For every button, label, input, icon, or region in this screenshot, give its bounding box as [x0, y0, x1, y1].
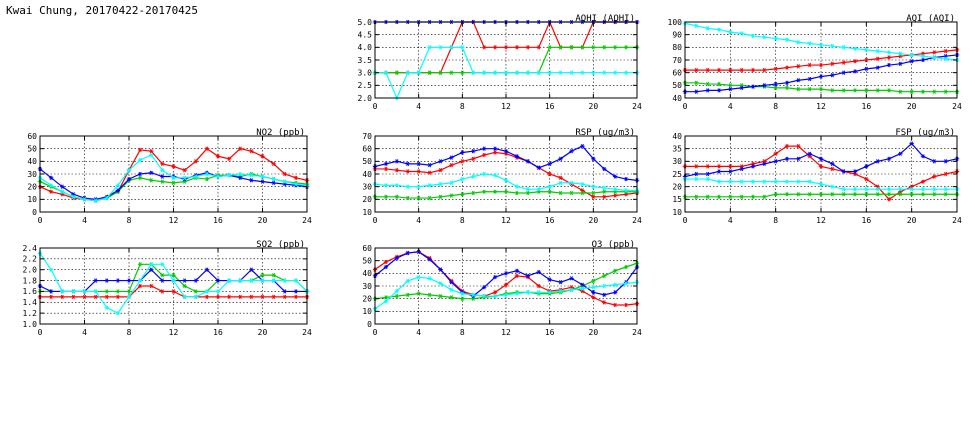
svg-text:0: 0 [682, 102, 688, 111]
svg-text:24: 24 [952, 102, 962, 111]
svg-text:60: 60 [362, 144, 372, 154]
svg-text:24: 24 [302, 328, 312, 337]
svg-text:SO2 (ppb): SO2 (ppb) [256, 240, 305, 250]
svg-text:3.5: 3.5 [357, 55, 372, 65]
svg-text:12: 12 [501, 216, 511, 225]
svg-text:70: 70 [362, 131, 372, 141]
svg-text:24: 24 [302, 216, 312, 225]
chart-panel-so2 [10, 240, 315, 340]
svg-text:AQI (AQI): AQI (AQI) [906, 14, 955, 24]
svg-text:0: 0 [32, 207, 37, 217]
svg-text:4: 4 [82, 328, 87, 337]
svg-text:50: 50 [362, 256, 372, 266]
svg-text:60: 60 [27, 131, 37, 141]
svg-text:RSP (ug/m3): RSP (ug/m3) [575, 128, 635, 138]
svg-text:1.2: 1.2 [22, 308, 37, 318]
svg-text:2.5: 2.5 [357, 81, 372, 91]
svg-text:8: 8 [459, 216, 465, 225]
svg-text:40: 40 [672, 131, 682, 141]
svg-text:10: 10 [672, 207, 682, 217]
svg-text:8: 8 [459, 328, 465, 337]
chart-panel-o3 [345, 240, 645, 340]
svg-text:16: 16 [544, 328, 555, 337]
svg-text:30: 30 [362, 182, 372, 192]
svg-text:24: 24 [632, 216, 642, 225]
svg-text:20: 20 [362, 195, 372, 205]
svg-text:0: 0 [37, 216, 43, 225]
svg-text:4: 4 [416, 216, 422, 225]
svg-text:40: 40 [27, 157, 37, 167]
svg-text:16: 16 [861, 216, 872, 225]
svg-text:1.4: 1.4 [22, 298, 37, 308]
svg-text:8: 8 [126, 216, 132, 225]
svg-text:60: 60 [672, 68, 682, 78]
svg-text:40: 40 [672, 93, 682, 103]
svg-text:1.6: 1.6 [22, 287, 37, 297]
svg-text:16: 16 [861, 102, 872, 111]
svg-text:4: 4 [82, 216, 87, 225]
svg-text:4: 4 [416, 328, 422, 337]
page-title: Kwai Chung, 20170422-20170425 [6, 4, 199, 17]
svg-text:3.0: 3.0 [357, 68, 372, 78]
svg-text:20: 20 [588, 328, 599, 337]
svg-text:12: 12 [816, 216, 826, 225]
chart-panel-no2 [10, 128, 315, 228]
svg-text:5.0: 5.0 [357, 17, 372, 27]
svg-text:20: 20 [27, 182, 37, 192]
svg-text:0: 0 [682, 216, 688, 225]
svg-text:24: 24 [952, 216, 962, 225]
svg-text:20: 20 [257, 328, 268, 337]
svg-text:12: 12 [501, 328, 511, 337]
svg-text:20: 20 [588, 102, 599, 111]
svg-text:8: 8 [126, 328, 132, 337]
svg-text:16: 16 [213, 216, 223, 225]
svg-text:60: 60 [362, 243, 372, 253]
svg-text:50: 50 [362, 157, 372, 167]
svg-text:40: 40 [362, 169, 372, 179]
svg-text:30: 30 [362, 281, 372, 291]
svg-text:12: 12 [816, 102, 826, 111]
svg-text:15: 15 [672, 195, 682, 205]
svg-text:16: 16 [213, 328, 223, 337]
svg-text:16: 16 [544, 102, 555, 111]
svg-text:8: 8 [773, 216, 779, 225]
svg-text:12: 12 [501, 102, 511, 111]
svg-text:2.0: 2.0 [357, 93, 372, 103]
svg-text:2.0: 2.0 [22, 265, 37, 275]
svg-text:35: 35 [672, 144, 682, 154]
svg-text:0: 0 [372, 216, 378, 225]
svg-text:10: 10 [27, 195, 37, 205]
svg-text:20: 20 [257, 216, 268, 225]
svg-text:24: 24 [632, 328, 642, 337]
svg-text:8: 8 [773, 102, 779, 111]
svg-text:30: 30 [672, 157, 682, 167]
svg-text:0: 0 [372, 102, 378, 111]
svg-text:1.8: 1.8 [22, 276, 37, 286]
svg-text:0: 0 [372, 328, 378, 337]
svg-text:50: 50 [27, 144, 37, 154]
svg-text:20: 20 [906, 102, 917, 111]
svg-text:90: 90 [672, 30, 682, 40]
svg-text:10: 10 [362, 307, 372, 317]
svg-text:20: 20 [588, 216, 599, 225]
svg-text:NO2 (ppb): NO2 (ppb) [256, 128, 305, 138]
svg-text:AQHI (AQHI): AQHI (AQHI) [575, 14, 635, 24]
svg-text:8: 8 [459, 102, 465, 111]
svg-text:50: 50 [672, 81, 682, 91]
svg-text:25: 25 [672, 169, 682, 179]
svg-text:2.4: 2.4 [22, 243, 37, 253]
svg-text:30: 30 [27, 169, 37, 179]
svg-text:70: 70 [672, 55, 682, 65]
svg-text:4: 4 [416, 102, 422, 111]
svg-text:4.0: 4.0 [357, 43, 372, 53]
svg-text:0: 0 [37, 328, 43, 337]
chart-panel-aqhi [345, 14, 645, 114]
svg-text:80: 80 [672, 43, 682, 53]
svg-text:FSP (ug/m3): FSP (ug/m3) [895, 128, 955, 138]
svg-text:100: 100 [667, 17, 682, 27]
svg-text:4: 4 [727, 102, 733, 111]
svg-text:12: 12 [168, 328, 179, 337]
chart-panel-aqi [655, 14, 965, 114]
svg-text:12: 12 [168, 216, 179, 225]
svg-text:0: 0 [367, 319, 372, 329]
svg-text:20: 20 [362, 294, 372, 304]
svg-text:16: 16 [544, 216, 555, 225]
svg-text:10: 10 [362, 207, 372, 217]
svg-text:4.5: 4.5 [357, 30, 372, 40]
svg-text:40: 40 [362, 269, 372, 279]
svg-text:20: 20 [906, 216, 917, 225]
svg-text:2.2: 2.2 [22, 254, 37, 264]
svg-text:4: 4 [727, 216, 733, 225]
svg-text:24: 24 [632, 102, 642, 111]
chart-panel-fsp [655, 128, 965, 228]
svg-text:1.0: 1.0 [22, 319, 37, 329]
chart-panel-rsp [345, 128, 645, 228]
svg-text:O3 (ppb): O3 (ppb) [591, 240, 635, 250]
svg-text:20: 20 [672, 182, 682, 192]
